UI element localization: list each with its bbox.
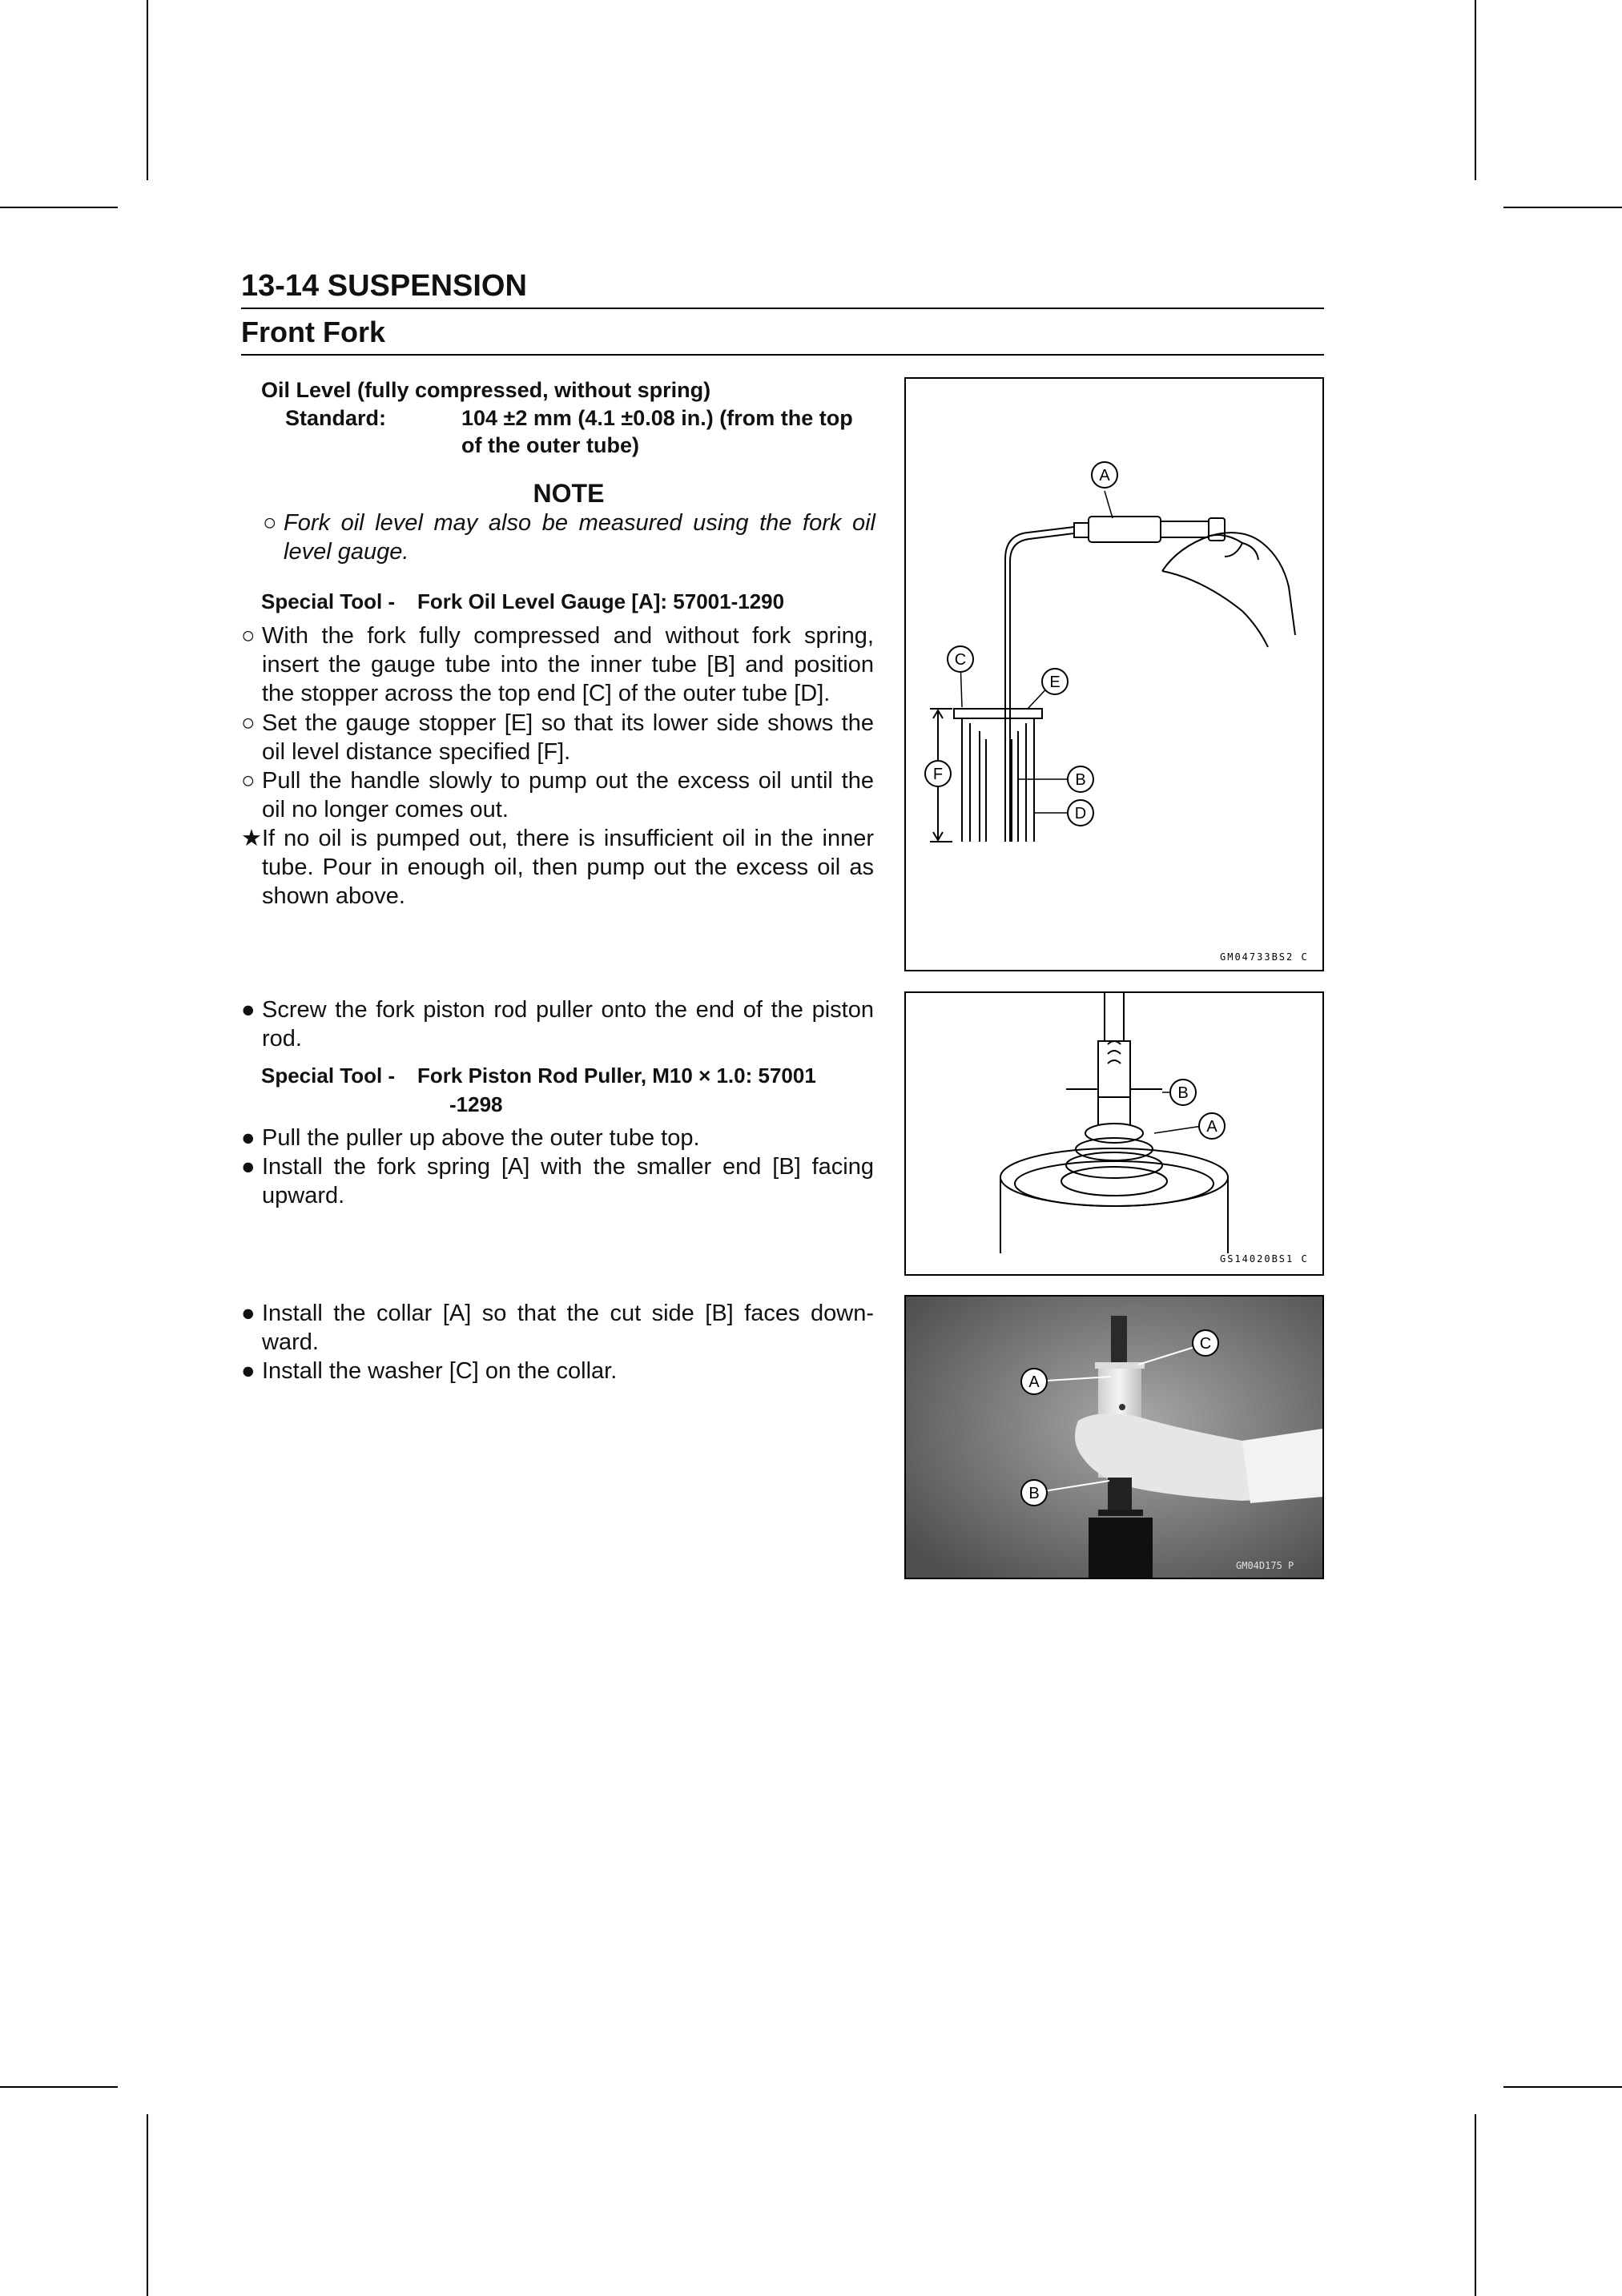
- step-text: If no oil is pumped out, there is insufficient oil in the inner tube. Pour in enough oil, then pump out the excess oil as shown above.: [262, 826, 874, 909]
- crop-mark: [147, 2114, 148, 2296]
- circle-bullet-icon: ○: [241, 768, 256, 794]
- crop-mark: [0, 207, 118, 208]
- step-text: Install the collar [A] so that the cut side [B] faces down-ward.: [262, 1301, 874, 1355]
- figure-collar-photo: [904, 1295, 1324, 1579]
- special-tool-value-cont: -1298: [449, 1092, 503, 1116]
- crop-mark: [147, 0, 148, 180]
- page-header: [241, 263, 1324, 356]
- list-item: [241, 1299, 874, 1357]
- standard-value-cont: of the outer tube): [461, 433, 639, 457]
- crop-mark: [1503, 207, 1622, 208]
- figure-code: GS14020BS1 C: [1220, 1253, 1309, 1265]
- note-body: Fork oil level may also be measured using the fork oil level gauge.: [284, 510, 875, 565]
- crop-mark: [0, 2086, 118, 2088]
- collar-photo: [906, 1297, 1322, 1578]
- note-text: [263, 509, 875, 566]
- step-text: Screw the fork piston rod puller onto the end of the piston rod.: [262, 997, 874, 1051]
- callout-f: F: [932, 766, 944, 783]
- callout-c: C: [954, 651, 967, 669]
- crop-mark: [1503, 2086, 1622, 2088]
- special-tool-value: Fork Piston Rod Puller, M10 × 1.0: 57001: [417, 1064, 816, 1088]
- special-tool-value: Fork Oil Level Gauge [A]: 57001-1290: [417, 589, 785, 613]
- callout-d: D: [1074, 805, 1087, 822]
- spring-illustration: [906, 993, 1322, 1274]
- dot-bullet-icon: ●: [241, 1125, 256, 1151]
- callout-a: A: [1028, 1373, 1040, 1391]
- figure-code: GM04733BS2 C: [1220, 951, 1309, 963]
- callout-b: B: [1028, 1485, 1040, 1502]
- section-title: Front Fork: [241, 309, 1324, 356]
- circle-bullet-icon: ○: [241, 710, 256, 736]
- callout-a: A: [1206, 1118, 1218, 1136]
- note-title: NOTE: [533, 479, 605, 508]
- callout-a: A: [1099, 467, 1110, 485]
- callout-b: B: [1177, 1084, 1189, 1102]
- figure-fork-spring: [904, 991, 1324, 1276]
- callout-e: E: [1049, 674, 1061, 691]
- list-item: [241, 1124, 874, 1152]
- dot-bullet-icon: ●: [241, 1154, 256, 1180]
- oil-level-heading: Oil Level (fully compressed, without spring): [261, 378, 711, 402]
- list-item: [241, 766, 874, 824]
- special-tool-1: [261, 587, 874, 616]
- list-item: [241, 1357, 874, 1385]
- page-title: 13-14 SUSPENSION: [241, 263, 1324, 309]
- step-text: Pull the puller up above the outer tube top.: [262, 1125, 700, 1151]
- circle-bullet-icon: ○: [241, 623, 256, 649]
- crop-mark: [1475, 0, 1476, 180]
- note-bullet: ○: [263, 510, 277, 536]
- star-bullet-icon: ★: [241, 826, 262, 851]
- standard-value: 104 ±2 mm (4.1 ±0.08 in.) (from the top: [461, 406, 853, 430]
- standard-label: Standard:: [285, 406, 387, 430]
- special-tool-2-cont: [449, 1090, 690, 1119]
- gauge-illustration: [906, 379, 1322, 970]
- dot-bullet-icon: ●: [241, 1301, 256, 1326]
- list-item: [241, 824, 874, 911]
- figure-code: GM04D175 P: [1236, 1560, 1294, 1571]
- callout-b: B: [1075, 771, 1086, 789]
- step-text: Pull the handle slowly to pump out the excess oil until the oil no longer comes out.: [262, 768, 874, 822]
- list-item: [241, 995, 874, 1053]
- step-text: Set the gauge stopper [E] so that its lower side shows the oil level distance specified [F].: [262, 710, 874, 765]
- dot-bullet-icon: ●: [241, 997, 256, 1023]
- list-item: [241, 621, 874, 708]
- special-tool-label: Special Tool -: [261, 1064, 396, 1088]
- special-tool-label: Special Tool -: [261, 589, 396, 613]
- list-item: [241, 709, 874, 766]
- step-text: With the fork fully compressed and without fork spring, insert the gauge tube into the inner tube [B] and position the stopper across the top end [C] of the outer tube [D].: [262, 623, 874, 706]
- figure-oil-level-gauge: [904, 377, 1324, 971]
- list-item: [241, 1152, 874, 1210]
- special-tool-2: [261, 1061, 874, 1090]
- dot-bullet-icon: ●: [241, 1358, 256, 1384]
- step-text: Install the fork spring [A] with the smaller end [B] facing upward.: [262, 1154, 874, 1208]
- step-text: Install the washer [C] on the collar.: [262, 1358, 618, 1384]
- crop-mark: [1475, 2114, 1476, 2296]
- callout-c: C: [1199, 1335, 1212, 1353]
